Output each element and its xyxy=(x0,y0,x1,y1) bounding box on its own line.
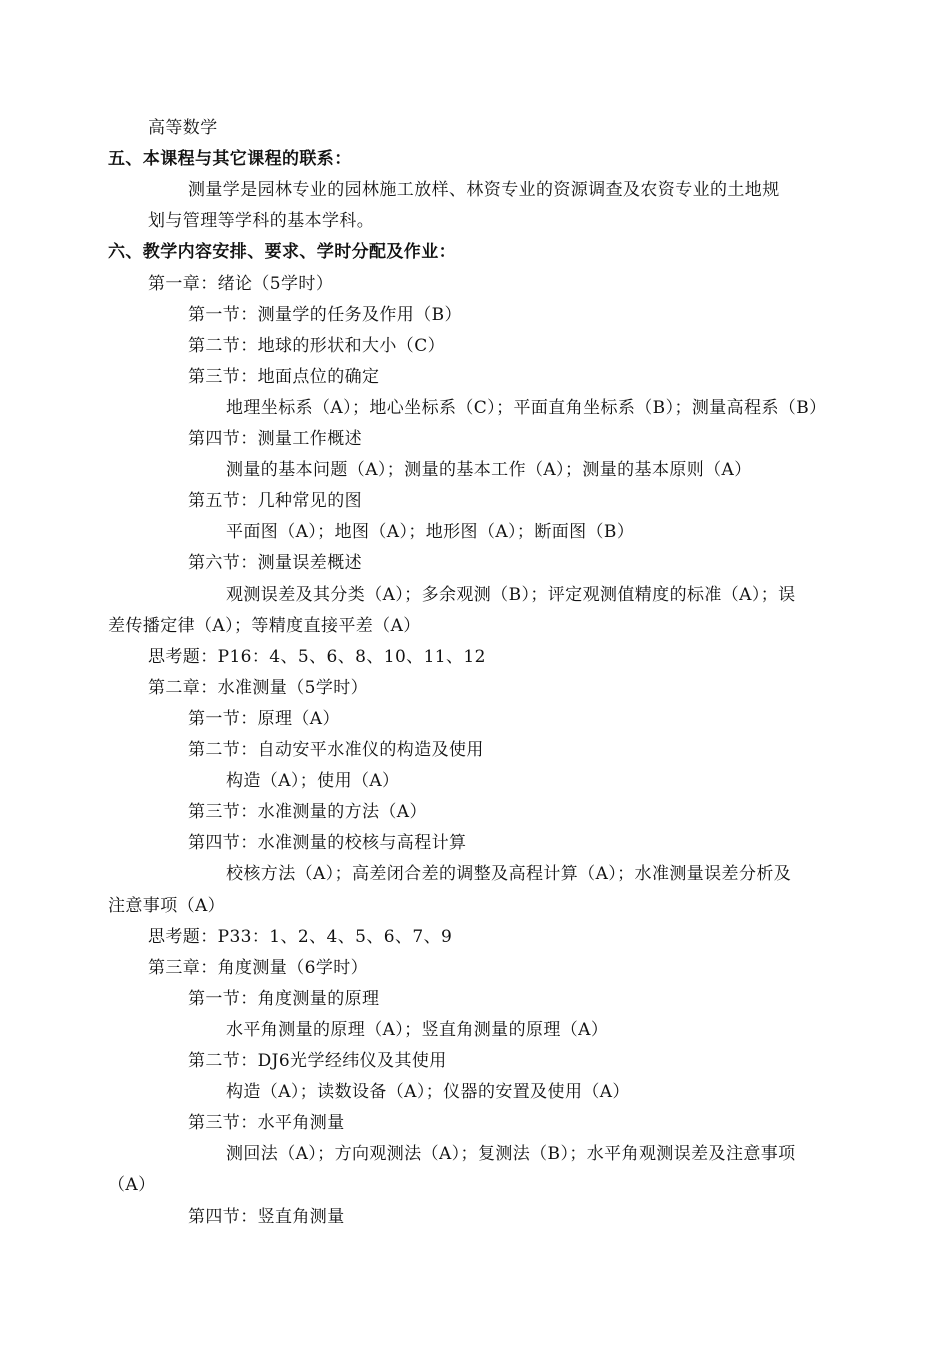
section-heading: 五、本课程与其它课程的联系： xyxy=(108,149,352,169)
text-line: 第一节：原理（A） xyxy=(188,709,340,729)
text-line: 思考题：P16：4、5、6、8、10、11、12 xyxy=(148,647,486,667)
text-line: 第二节：自动安平水准仪的构造及使用 xyxy=(188,740,484,760)
text-line: 第三章：角度测量（6学时） xyxy=(148,958,369,978)
text-line: 第三节：水平角测量 xyxy=(188,1113,345,1133)
text-line: 第三节：水准测量的方法（A） xyxy=(188,802,427,822)
text-line: 测量的基本问题（A）；测量的基本工作（A）；测量的基本原则（A） xyxy=(226,460,752,480)
text-line: 第二章：水准测量（5学时） xyxy=(148,678,369,698)
text-line: 差传播定律（A）；等精度直接平差（A） xyxy=(108,616,421,636)
text-line: 构造（A）；读数设备（A）；仪器的安置及使用（A） xyxy=(226,1082,630,1102)
section-heading: 六、教学内容安排、要求、学时分配及作业： xyxy=(108,242,456,262)
text-line: 第二节：地球的形状和大小（C） xyxy=(188,336,446,356)
text-line: （A） xyxy=(108,1175,156,1195)
text-line: 划与管理等学科的基本学科。 xyxy=(148,211,375,231)
text-line: 第五节：几种常见的图 xyxy=(188,491,362,511)
text-line: 第二节：DJ6光学经纬仪及其使用 xyxy=(188,1051,447,1071)
text-line: 测回法（A）；方向观测法（A）；复测法（B）；水平角观测误差及注意事项 xyxy=(226,1144,796,1164)
text-line: 平面图（A）；地图（A）；地形图（A）；断面图（B） xyxy=(226,522,635,542)
text-line: 第六节：测量误差概述 xyxy=(188,553,362,573)
text-line: 第四节：竖直角测量 xyxy=(188,1207,345,1227)
text-line: 高等数学 xyxy=(148,118,218,138)
text-line: 第四节：测量工作概述 xyxy=(188,429,362,449)
text-line: 思考题：P33：1、2、4、5、6、7、9 xyxy=(148,927,453,947)
text-line: 构造（A）；使用（A） xyxy=(226,771,400,791)
text-line: 第一节：测量学的任务及作用（B） xyxy=(188,305,462,325)
text-line: 校核方法（A）；高差闭合差的调整及高程计算（A）；水准测量误差分析及 xyxy=(226,864,792,884)
text-line: 第一章：绪论（5学时） xyxy=(148,274,334,294)
text-line: 观测误差及其分类（A）；多余观测（B）；评定观测值精度的标准（A）；误 xyxy=(226,585,796,605)
text-line: 第一节：角度测量的原理 xyxy=(188,989,380,1009)
text-line: 注意事项（A） xyxy=(108,896,226,916)
text-line: 第四节：水准测量的校核与高程计算 xyxy=(188,833,467,853)
text-line: 地理坐标系（A）；地心坐标系（C）；平面直角坐标系（B）；测量高程系（B） xyxy=(226,398,827,418)
text-line: 水平角测量的原理（A）；竖直角测量的原理（A） xyxy=(226,1020,609,1040)
text-line: 测量学是园林专业的园林施工放样、林资专业的资源调查及农资专业的土地规 xyxy=(188,180,780,200)
text-line: 第三节：地面点位的确定 xyxy=(188,367,380,387)
